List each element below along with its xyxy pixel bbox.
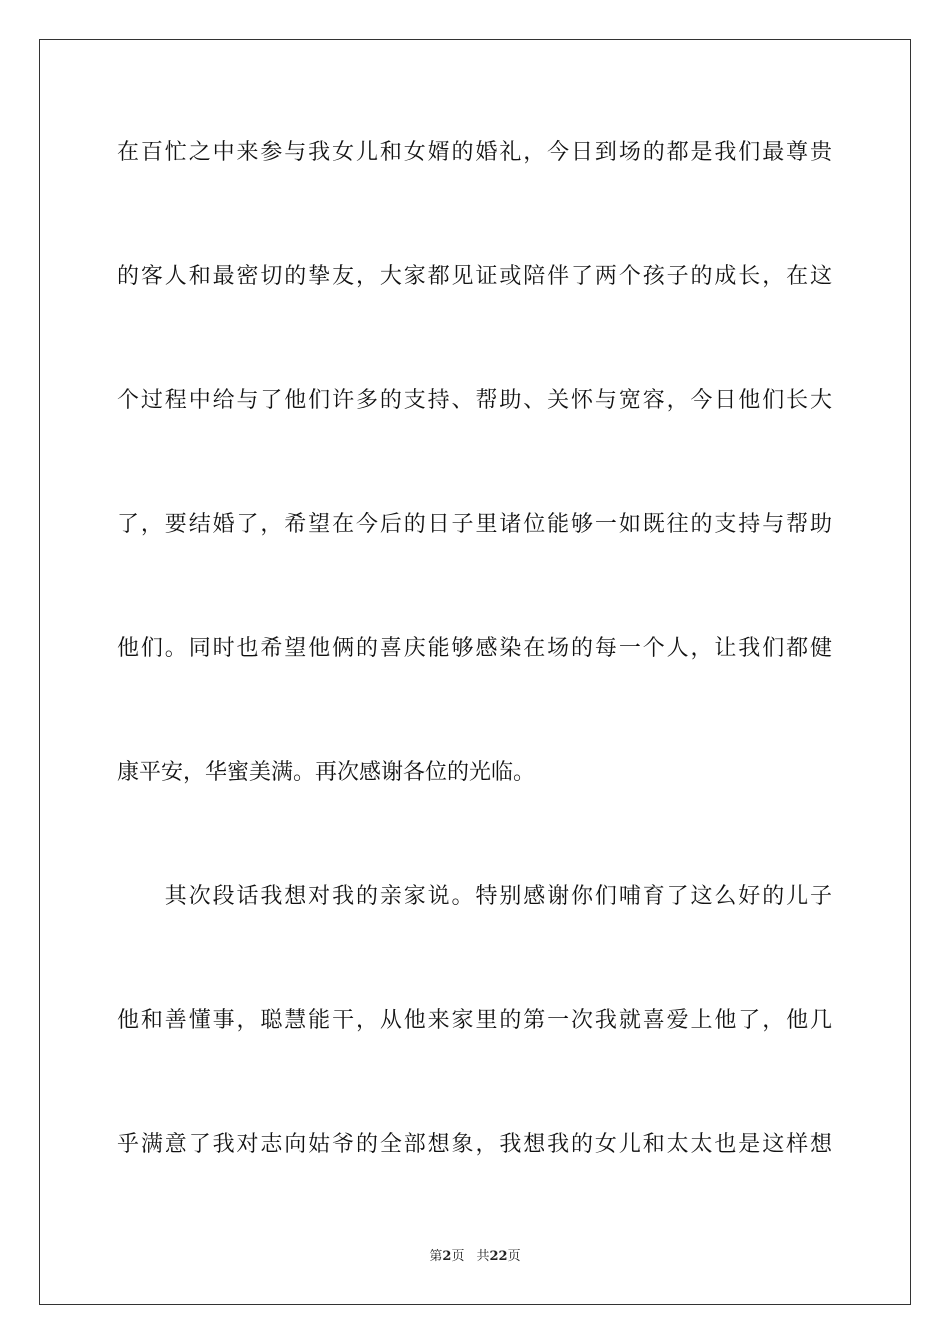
page-frame [39, 39, 911, 1305]
body-line-3: 个过程中给与了他们许多的支持、帮助、关怀与宽容，今日他们长大 [117, 388, 832, 413]
page-prefix: 第 [429, 1249, 443, 1264]
body-line-6: 康平安，华蜜美满。再次感谢各位的光临。 [117, 760, 536, 785]
total-suffix: 页 [507, 1249, 521, 1264]
body-line-4: 了，要结婚了，希望在今后的日子里诸位能够一如既往的支持与帮助 [117, 512, 832, 537]
body-line-7: 其次段话我想对我的亲家说。特别感谢你们哺育了这么好的儿子 [117, 884, 832, 909]
total-prefix: 共 [476, 1249, 490, 1264]
body-line-1: 在百忙之中来参与我女儿和女婿的婚礼，今日到场的都是我们最尊贵 [117, 140, 832, 165]
body-line-9: 乎满意了我对志向姑爷的全部想象，我想我的女儿和太太也是这样想 [117, 1132, 832, 1157]
page-number: 2 [442, 1249, 452, 1264]
page-footer [0, 1249, 950, 1265]
total-pages: 22 [489, 1249, 508, 1264]
body-line-5: 他们。同时也希望他俩的喜庆能够感染在场的每一个人，让我们都健 [117, 636, 832, 661]
body-line-8: 他和善懂事，聪慧能干，从他来家里的第一次我就喜爱上他了，他几 [117, 1008, 832, 1033]
body-line-2: 的客人和最密切的挚友，大家都见证或陪伴了两个孩子的成长，在这 [117, 264, 832, 289]
page-suffix: 页 [451, 1249, 465, 1264]
